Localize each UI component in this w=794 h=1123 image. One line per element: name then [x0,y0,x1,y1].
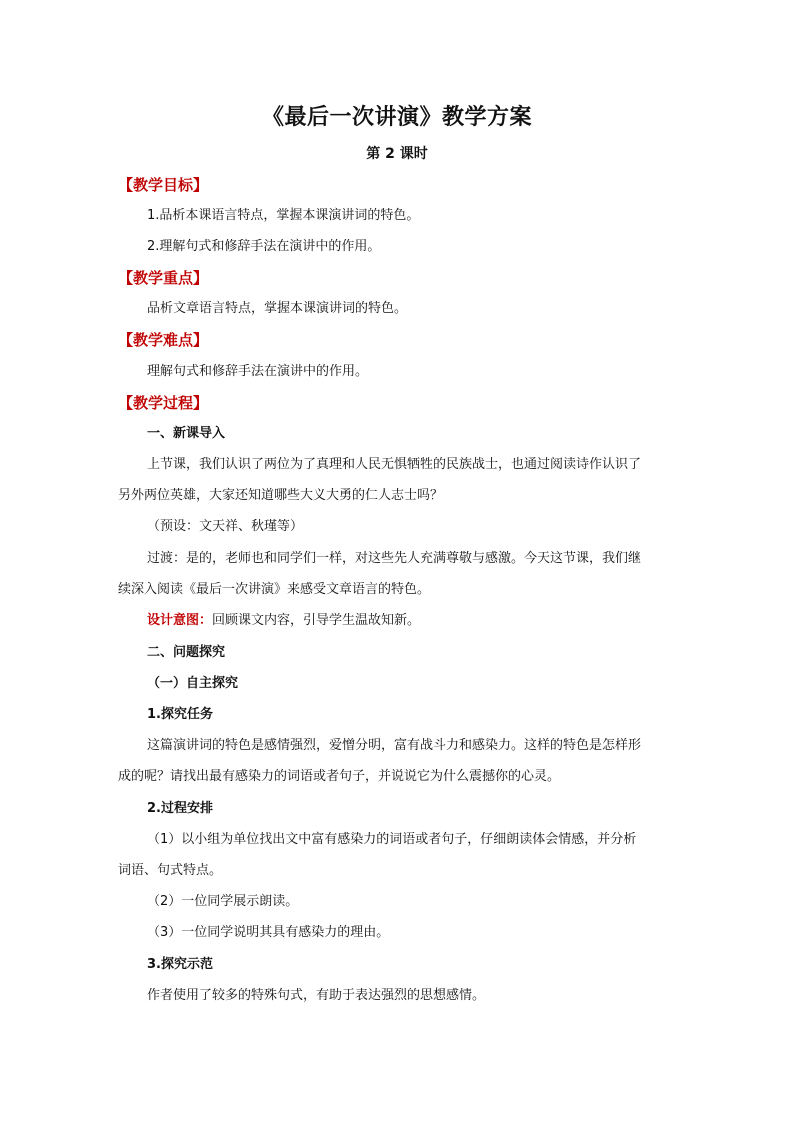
design-intent-text: 回顾课文内容，引导学生温故知新。 [212,613,421,628]
heading-difficulties: 【教学难点】 [118,331,209,349]
task-line-2: 成的呢？请找出最有感染力的词语或者句子，并说说它为什么震撼你的心灵。 [118,769,561,784]
task-line-1: 这篇演讲词的特色是感情强烈，爱憎分明，富有战斗力和感染力。这样的特色是怎样形 [147,738,642,753]
arrangement-2: （2）一位同学展示朗读。 [147,894,299,909]
section-intro-heading: 一、新课导入 [147,426,226,441]
goal-2: 2.理解句式和修辞手法在演讲中的作用。 [147,239,381,254]
goal-1: 1.品析本课语言特点，掌握本课演讲词的特色。 [147,208,420,223]
heading-process: 【教学过程】 [118,394,209,412]
arrangement-3: （3）一位同学说明其具有感染力的理由。 [147,925,390,940]
demonstration-text: 作者使用了较多的特殊句式，有助于表达强烈的思想感情。 [147,988,486,1003]
lesson-subtitle: 第 2 课时 [366,146,428,162]
intro-paragraph-line-2: 另外两位英雄，大家还知道哪些大义大勇的仁人志士吗？ [118,488,444,503]
design-intent [147,611,420,631]
document-title: 《最后一次讲演》教学方案 [261,104,532,130]
difficulty-text: 理解句式和修辞手法在演讲中的作用。 [147,364,369,379]
task-heading: 1.探究任务 [147,707,213,722]
arrangement-1-line-1: （1）以小组为单位找出文中富有感染力的词语或者句子，仔细朗读体会情感，并分析 [147,832,637,847]
transition-line-2: 续深入阅读《最后一次讲演》来感受文章语言的特色。 [118,582,431,597]
arrangement-1-line-2: 词语、句式特点。 [118,863,223,878]
demonstration-heading: 3.探究示范 [147,957,213,972]
heading-teaching-goals: 【教学目标】 [118,176,209,194]
preset-answer: （预设：文天祥、秋瑾等） [147,519,304,534]
key-point-text: 品析文章语言特点，掌握本课演讲词的特色。 [147,301,408,316]
arrangement-heading: 2.过程安排 [147,801,213,816]
subsection-self-inquiry: （一）自主探究 [147,676,239,691]
section-inquiry-heading: 二、问题探究 [147,645,226,660]
intro-paragraph-line-1: 上节课，我们认识了两位为了真理和人民无惧牺牲的民族战士，也通过阅读诗作认识了 [147,457,642,472]
heading-key-points: 【教学重点】 [118,269,209,287]
transition-line-1: 过渡：是的，老师也和同学们一样，对这些先人充满尊敬与感激。今天这节课，我们继 [147,551,642,566]
design-intent-label: 设计意图： [147,613,213,628]
